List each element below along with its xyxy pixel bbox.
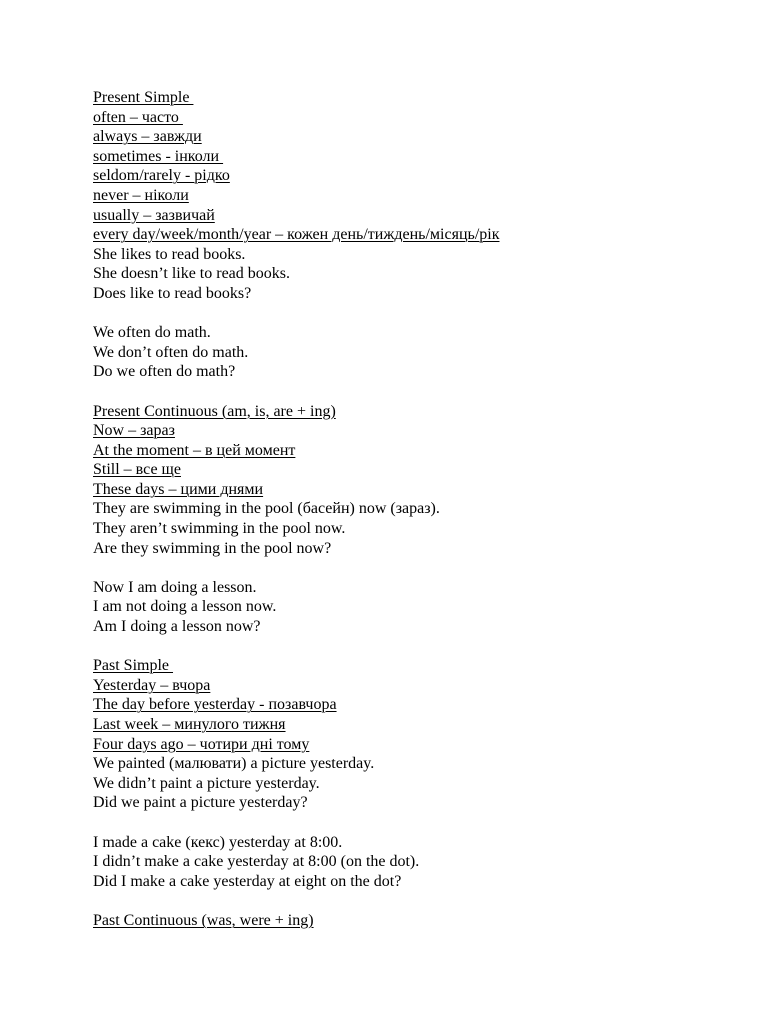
time-marker: sometimes - інколи bbox=[93, 147, 224, 165]
example-sentence: Did we paint a picture yesterday? bbox=[93, 794, 308, 812]
section-present-simple bbox=[93, 88, 753, 402]
section-heading: Past Simple bbox=[93, 657, 174, 675]
example-sentence: Does like to read books? bbox=[93, 284, 252, 302]
time-marker: Now – зараз bbox=[93, 422, 175, 440]
time-marker: Yesterday – вчора bbox=[93, 676, 211, 694]
example-sentence: We often do math. bbox=[93, 324, 211, 342]
blank-line bbox=[93, 558, 753, 578]
example-sentence: Did I make a cake yesterday at eight on the dot? bbox=[93, 872, 402, 890]
example-sentence: We painted (малювати) a picture yesterday. bbox=[93, 755, 375, 773]
blank-line bbox=[93, 304, 753, 324]
section-heading: Present Simple bbox=[93, 89, 194, 106]
example-sentence: Do we often do math? bbox=[93, 363, 236, 381]
time-marker: At the moment – в цей момент bbox=[93, 441, 296, 459]
section-past-continuous bbox=[93, 911, 753, 931]
example-sentence: Am I doing a lesson now? bbox=[93, 618, 261, 636]
time-marker: Still – все ще bbox=[93, 461, 181, 479]
blank-line bbox=[93, 891, 753, 911]
time-marker: seldom/rarely - рідко bbox=[93, 167, 230, 185]
section-heading: Past Continuous (was, were + ing) bbox=[93, 911, 314, 929]
example-sentence: Are they swimming in the pool now? bbox=[93, 539, 332, 557]
section-past-simple bbox=[93, 656, 753, 911]
blank-line bbox=[93, 637, 753, 657]
time-marker: often – часто bbox=[93, 108, 183, 126]
time-marker: Four days ago – чотири дні тому bbox=[93, 735, 310, 753]
example-sentence: I made a cake (кекс) yesterday at 8:00. bbox=[93, 833, 343, 851]
example-sentence: She doesn’t like to read books. bbox=[93, 265, 291, 283]
time-marker: The day before yesterday - позавчора bbox=[93, 696, 337, 714]
blank-line bbox=[93, 382, 753, 402]
example-sentence: She likes to read books. bbox=[93, 245, 246, 263]
time-marker: Last week – минулого тижня bbox=[93, 716, 286, 733]
time-marker: always – завжди bbox=[93, 128, 202, 146]
document-page bbox=[93, 88, 753, 931]
example-sentence: They are swimming in the pool (басейн) now (зараз). bbox=[93, 500, 440, 518]
blank-line bbox=[93, 813, 753, 833]
example-sentence: We didn’t paint a picture yesterday. bbox=[93, 774, 320, 792]
time-marker: never – ніколи bbox=[93, 186, 189, 204]
example-sentence: Now I am doing a lesson. bbox=[93, 578, 257, 596]
example-sentence: I am not doing a lesson now. bbox=[93, 598, 277, 616]
example-sentence: I didn’t make a cake yesterday at 8:00 (on the dot). bbox=[93, 853, 420, 871]
section-heading: Present Continuous (am, is, are + ing) bbox=[93, 402, 336, 420]
time-marker: every day/week/month/year – кожен день/тиждень/місяць/рік bbox=[93, 226, 500, 244]
time-marker: These days – цими днями bbox=[93, 480, 264, 498]
section-present-continuous bbox=[93, 402, 753, 657]
example-sentence: They aren’t swimming in the pool now. bbox=[93, 520, 346, 538]
example-sentence: We don’t often do math. bbox=[93, 343, 249, 361]
time-marker: usually – зазвичай bbox=[93, 206, 215, 224]
